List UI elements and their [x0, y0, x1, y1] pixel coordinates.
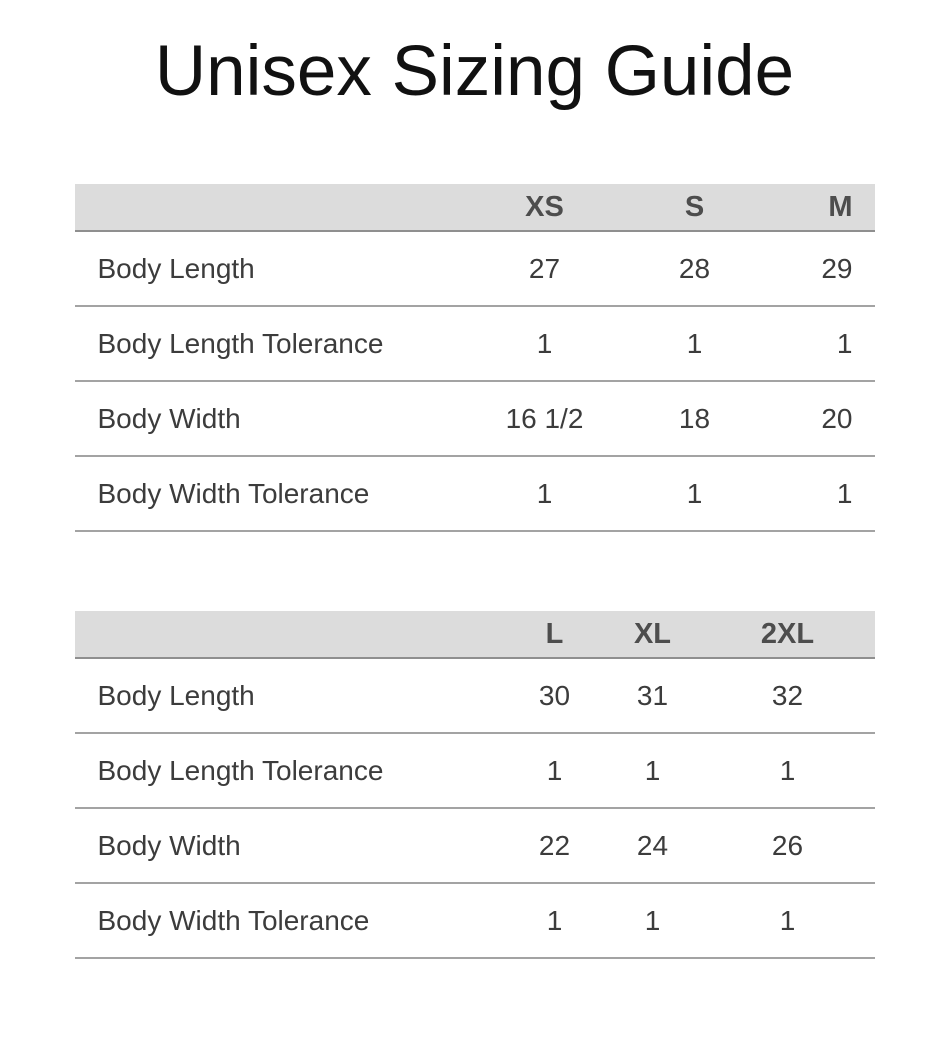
cell-value: 32	[701, 658, 875, 733]
cell-value: 16 1/2	[475, 381, 615, 456]
cell-value: 29	[775, 231, 875, 306]
cell-value: 1	[475, 306, 615, 381]
table-header-row	[75, 184, 875, 231]
cell-value: 27	[475, 231, 615, 306]
cell-value: 1	[475, 456, 615, 531]
column-header-xl: XL	[605, 611, 701, 658]
table-row-body-length	[75, 231, 875, 306]
sizing-guide-page	[0, 32, 949, 1060]
size-table-xs-s-m	[75, 184, 875, 532]
table-row-body-width	[75, 808, 875, 883]
column-header-xs: XS	[475, 184, 615, 231]
cell-value: 28	[615, 231, 775, 306]
cell-value: 1	[615, 306, 775, 381]
cell-value: 1	[775, 456, 875, 531]
size-table-l-xl-2xl	[75, 611, 875, 959]
cell-value: 1	[775, 306, 875, 381]
cell-value: 26	[701, 808, 875, 883]
table-row-body-length	[75, 658, 875, 733]
row-label: Body Width Tolerance	[75, 456, 475, 531]
table-row-body-width-tolerance	[75, 883, 875, 958]
cell-value: 1	[701, 733, 875, 808]
cell-value: 24	[605, 808, 701, 883]
row-label: Body Width Tolerance	[75, 883, 505, 958]
cell-value: 30	[505, 658, 605, 733]
row-label: Body Length Tolerance	[75, 306, 475, 381]
cell-value: 1	[701, 883, 875, 958]
column-header-blank	[75, 184, 475, 231]
page-title: Unisex Sizing Guide	[154, 32, 795, 111]
row-label: Body Width	[75, 808, 505, 883]
table-row-body-width	[75, 381, 875, 456]
row-label: Body Length Tolerance	[75, 733, 505, 808]
cell-value: 18	[615, 381, 775, 456]
table-row-body-length-tolerance	[75, 733, 875, 808]
cell-value: 22	[505, 808, 605, 883]
cell-value: 1	[605, 883, 701, 958]
row-label: Body Width	[75, 381, 475, 456]
cell-value: 1	[505, 733, 605, 808]
column-header-2xl: 2XL	[701, 611, 875, 658]
table-row-body-length-tolerance	[75, 306, 875, 381]
cell-value: 1	[505, 883, 605, 958]
table-row-body-width-tolerance	[75, 456, 875, 531]
table-header-row	[75, 611, 875, 658]
column-header-m: M	[775, 184, 875, 231]
column-header-blank	[75, 611, 505, 658]
row-label: Body Length	[75, 231, 475, 306]
column-header-s: S	[615, 184, 775, 231]
cell-value: 1	[615, 456, 775, 531]
row-label: Body Length	[75, 658, 505, 733]
cell-value: 1	[605, 733, 701, 808]
column-header-l: L	[505, 611, 605, 658]
cell-value: 20	[775, 381, 875, 456]
cell-value: 31	[605, 658, 701, 733]
